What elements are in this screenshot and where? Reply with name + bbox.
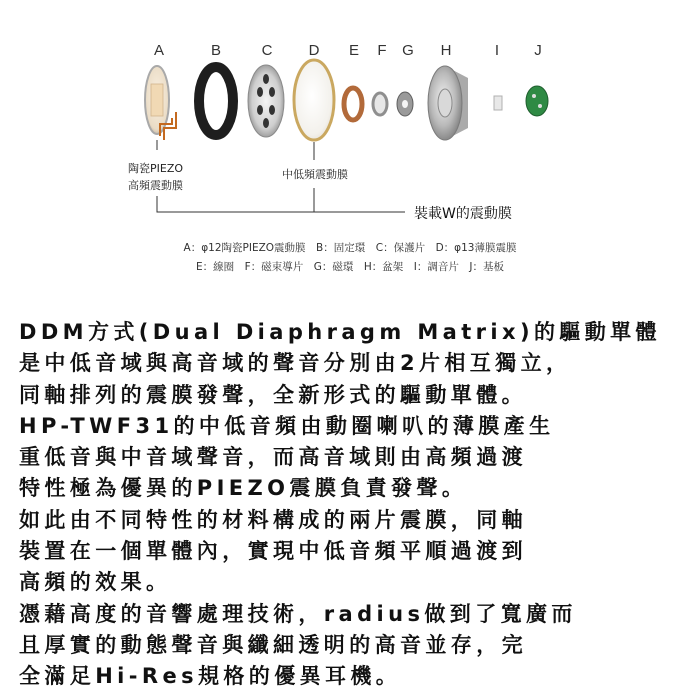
part-j-pcb bbox=[526, 86, 548, 116]
description-text bbox=[19, 317, 689, 693]
part-b-fixing-ring bbox=[199, 67, 233, 135]
part-letter-b: B bbox=[210, 42, 221, 59]
part-letter-j: J bbox=[534, 42, 542, 59]
text-line: 憑藉高度的音響處理技術，radius做到了寬廣而 bbox=[19, 601, 577, 626]
text-line: DDM方式(Dual Diaphragm Matrix)的驅動單體 bbox=[19, 320, 661, 344]
text-line: HP-TWF31的中低音頻由動圈喇叭的薄膜產生 bbox=[19, 413, 555, 438]
part-letter-c: C bbox=[261, 42, 273, 59]
part-i-tuning-plate bbox=[494, 96, 502, 110]
part-letter-a: A bbox=[153, 42, 164, 59]
part-d-film-diaphragm bbox=[294, 60, 334, 160]
part-e-coil bbox=[344, 88, 362, 120]
text-line: 重低音與中音域聲音，而高音域則由高頻過渡 bbox=[19, 445, 527, 470]
part-letter-h: H bbox=[440, 42, 452, 59]
label-piezo-diaphragm: 陶瓷PIEZO 高頻震動膜 bbox=[128, 162, 184, 192]
part-letter-d: D bbox=[308, 42, 320, 59]
text-line: 高頻的效果。 bbox=[19, 570, 172, 595]
text-line: 且厚實的動態聲音與纖細透明的高音並存，完 bbox=[19, 632, 527, 657]
part-f-flux-plate bbox=[373, 93, 387, 115]
text-line: 裝置在一個單體內，實現中低音頻平順過渡到 bbox=[19, 539, 527, 564]
part-c-protective-plate bbox=[248, 65, 284, 137]
label-w-diaphragm: 裝載W的震動膜 bbox=[414, 206, 512, 222]
exploded-driver-diagram bbox=[0, 0, 700, 300]
text-line: 同軸排列的震膜發聲，全新形式的驅動單體。 bbox=[19, 382, 527, 407]
part-h-frame bbox=[428, 66, 468, 140]
label-mid-low-diaphragm: 中低頻震動膜 bbox=[282, 168, 348, 181]
legend-line-1: A：φ12陶瓷PIEZO震動膜 B：固定環 C：保護片 D：φ13薄膜震膜 bbox=[183, 242, 517, 254]
text-line: 全滿足Hi-Res規格的優異耳機。 bbox=[19, 664, 402, 689]
part-letter-e: E bbox=[348, 42, 359, 59]
driver-parts-illustration bbox=[0, 0, 700, 300]
legend-line-2: E：線圈 F：磁束導片 G：磁環 H：盆架 I：調音片 J：基板 bbox=[196, 261, 504, 273]
part-letter-f: F bbox=[377, 42, 387, 59]
text-line: 如此由不同特性的材料構成的兩片震膜，同軸 bbox=[19, 507, 527, 532]
text-line: 是中低音域與高音域的聲音分別由2片相互獨立， bbox=[19, 351, 572, 376]
part-a-piezo-diaphragm bbox=[145, 66, 176, 140]
part-letter-g: G bbox=[402, 42, 414, 59]
part-g-magnet-ring bbox=[397, 92, 413, 116]
text-line: 特性極為優異的PIEZO震膜負責發聲。 bbox=[19, 476, 468, 501]
part-letter-i: I bbox=[494, 42, 500, 59]
